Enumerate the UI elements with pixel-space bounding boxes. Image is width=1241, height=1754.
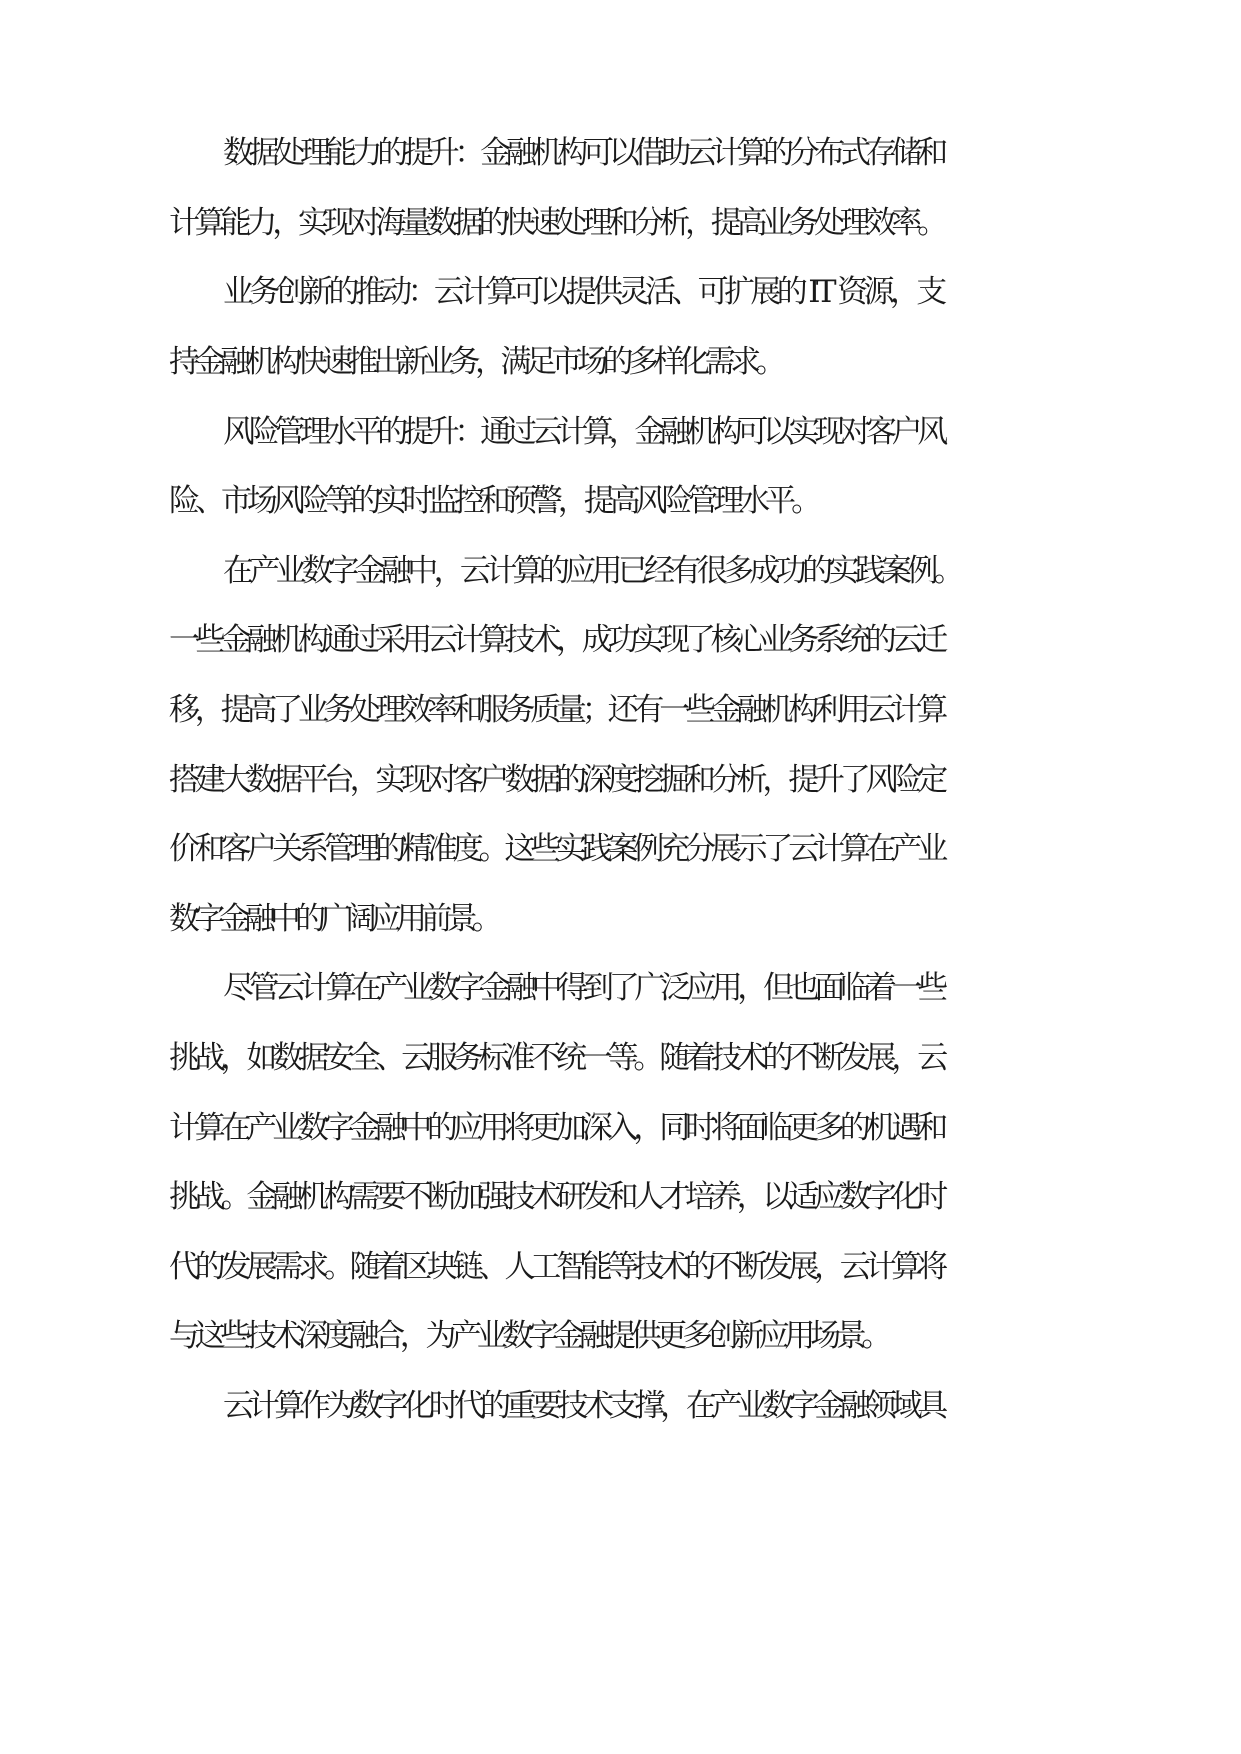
text-line: 价和客户关系管理的精准度。这些实践案例充分展示了云计算在产业 (169, 831, 943, 867)
text-line: 计算能力，实现对海量数据的快速处理和分析，提高业务处理效率。 (169, 205, 943, 241)
text-line: 在产业数字金融中，云计算的应用已经有很多成功的实践案例。 (223, 553, 960, 589)
text-line: 一些金融机构通过采用云计算技术，成功实现了核心业务系统的云迁 (169, 622, 943, 658)
text-line: 持金融机构快速推出新业务，满足市场的多样化需求。 (169, 344, 781, 380)
text-line: 尽管云计算在产业数字金融中得到了广泛应用，但也面临着一些 (223, 970, 943, 1006)
text-line: 计算在产业数字金融中的应用将更加深入，同时将面临更多的机遇和 (169, 1110, 943, 1146)
text-line: 与这些技术深度融合，为产业数字金融提供更多创新应用场景。 (169, 1318, 887, 1354)
text-line: 风险管理水平的提升：通过云计算，金融机构可以实现对客户风 (223, 414, 943, 450)
text-line: 移，提高了业务处理效率和服务质量；还有一些金融机构利用云计算 (169, 692, 943, 728)
text-line: 代的发展需求。随着区块链、人工智能等技术的不断发展，云计算将 (169, 1249, 943, 1285)
text-line: 数据处理能力的提升：金融机构可以借助云计算的分布式存储和 (223, 135, 943, 171)
text-line: 搭建大数据平台，实现对客户数据的深度挖掘和分析，提升了风险定 (169, 762, 943, 798)
text-line: 业务创新的推动：云计算可以提供灵活、可扩展的 IT 资源，支 (223, 274, 943, 310)
text-line: 挑战。金融机构需要不断加强技术研发和人才培养，以适应数字化时 (169, 1179, 943, 1215)
text-line: 挑战，如数据安全、云服务标准不统一等。随着技术的不断发展，云 (169, 1040, 943, 1076)
text-line: 险、市场风险等的实时监控和预警，提高风险管理水平。 (169, 483, 817, 519)
text-line: 数字金融中的广阔应用前景。 (169, 901, 497, 937)
text-line: 云计算作为数字化时代的重要技术支撑，在产业数字金融领域具 (223, 1388, 943, 1424)
